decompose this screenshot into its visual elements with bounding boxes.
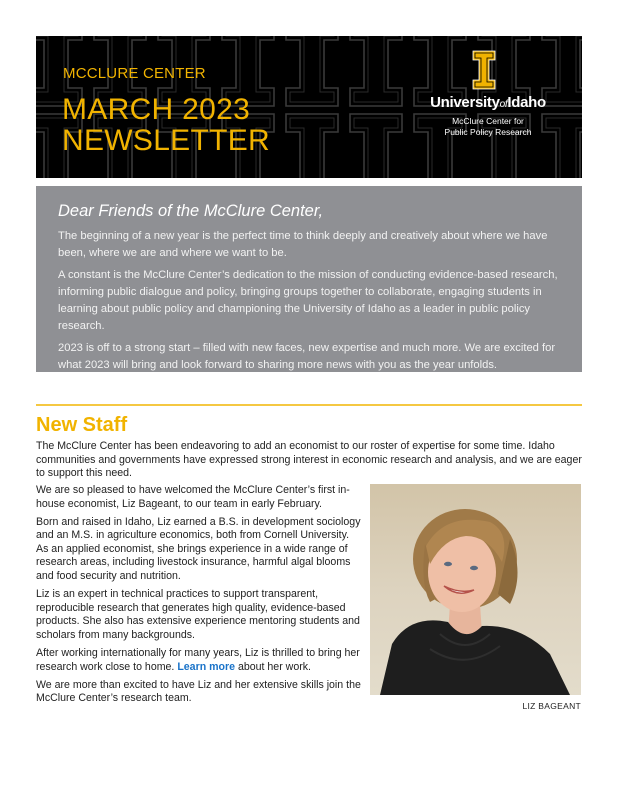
newsletter-title <box>62 94 270 156</box>
staff-photo <box>370 484 581 695</box>
section-divider <box>36 404 582 406</box>
logo-subtitle <box>418 116 558 138</box>
portrait-illustration-icon <box>370 484 581 695</box>
new-staff-body <box>36 484 362 710</box>
learn-more-link[interactable]: Learn more <box>177 660 236 673</box>
letter-paragraph: A constant is the McClure Center’s dedication to the mission of conducting evidence-based research, informing public dialogue and policy, bringing groups together to collaborate, engaging students in learning about public policy and championing the University of Idaho as a leader in public policy research. <box>58 269 558 332</box>
wordmark-university: University <box>430 94 500 111</box>
body-paragraph: We are so pleased to have welcomed the McClure Center’s first in-house economist, Liz Bageant, to our team in early February. <box>36 484 350 510</box>
title-line-2: NEWSLETTER <box>62 124 271 157</box>
letter-greeting: Dear Friends of the McClure Center, <box>58 202 324 220</box>
wordmark-of: of <box>499 99 508 110</box>
university-wordmark <box>418 94 558 111</box>
photo-caption: LIZ BAGEANT <box>522 701 581 711</box>
body-text: about her work. <box>235 660 311 673</box>
letter-paragraph: The beginning of a new year is the perfect time to think deeply and creatively about where we have been, where we are and where we want to be. <box>58 230 548 259</box>
university-logo <box>418 50 558 150</box>
newsletter-header <box>36 36 582 178</box>
logo-subtitle-line-2: Public Policy Research <box>444 127 532 137</box>
body-paragraph: Born and raised in Idaho, Liz earned a B.S. in development sociology and an M.S. in agriculture economics, both from Cornell University. As an applied economist, she brings experience in a wide range of research areas, including livestock insurance, harmful algal blooms and food security and nutrition. <box>36 515 361 583</box>
new-staff-intro: The McClure Center has been endeavoring to add an economist to our roster of expertise for some time. Idaho communities and governments have expressed strong interest in economic research and analysis, and we are eager to support this need. <box>36 440 582 480</box>
body-paragraph: Liz is an expert in technical practices to support transparent, reproducible research that generates high quality, evidence-based products. She also has extensive experience mentoring students and scholars from many backgrounds. <box>36 588 360 641</box>
body-paragraph <box>36 647 362 674</box>
body-text: After working internationally for many years, Liz is thrilled to bring her research work close to home. <box>36 647 360 673</box>
wordmark-idaho: Idaho <box>507 94 546 111</box>
newsletter-kicker: MCCLURE CENTER <box>63 65 206 82</box>
section-title-new-staff: New Staff <box>36 414 128 436</box>
body-paragraph: We are more than excited to have Liz and her extensive skills join the McClure Center’s research team. <box>36 678 361 705</box>
title-line-1: MARCH 2023 <box>62 93 251 126</box>
letter-paragraph: 2023 is off to a strong start – filled with new faces, new expertise and much more. We are excited for what 2023 will bring and look forward to sharing more news with you as the year unfolds. <box>58 342 556 371</box>
university-i-icon <box>472 50 496 90</box>
logo-subtitle-line-1: McClure Center for <box>452 116 524 126</box>
director-letter <box>36 186 582 372</box>
